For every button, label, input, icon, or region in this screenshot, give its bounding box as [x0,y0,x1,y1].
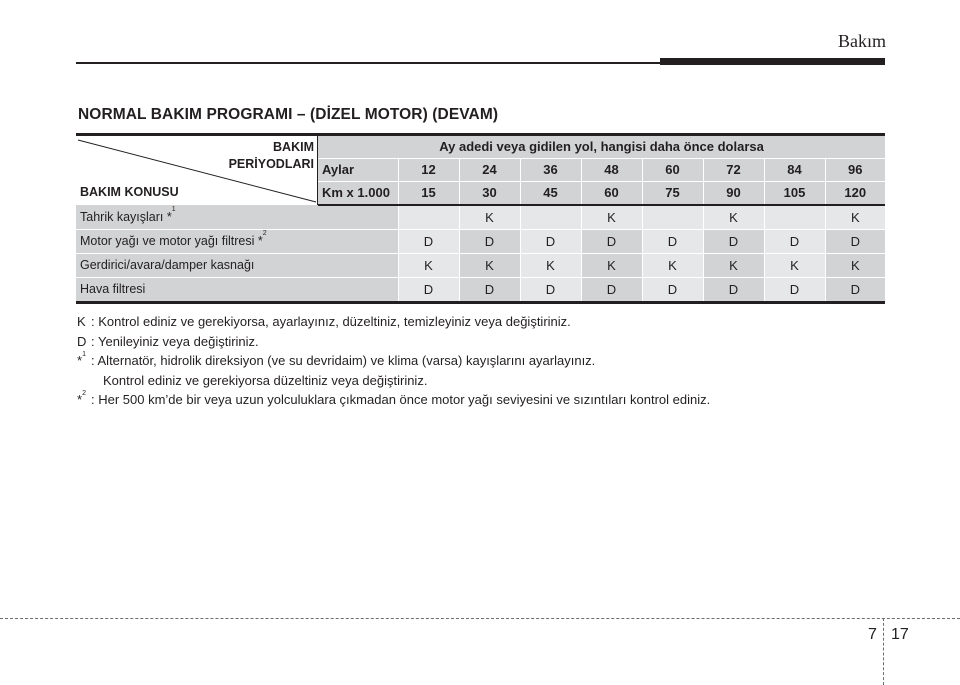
note-d-text: : Yenileyiniz veya değiştiriniz. [91,333,259,349]
span-header: Ay adedi veya gidilen yol, hangisi daha önce dolarsa [318,135,885,159]
month-cell: 36 [520,159,581,182]
corner-label-line1: BAKIM [273,140,314,154]
row-item-footnote: 2 [262,230,267,237]
note-2-key [77,390,91,410]
row-cell: K [520,254,581,278]
row-cell: K [703,205,764,230]
note-2 [77,390,710,410]
footer-page-divider [883,618,884,685]
footer-dashed-line [0,618,960,619]
row-cell: D [459,278,520,303]
row-item [76,254,398,278]
row-item [76,205,398,230]
row-cell: D [703,230,764,254]
row-item-text: Hava filtresi [80,282,146,296]
table-row [76,254,885,278]
row-item [76,230,398,254]
row-cell: D [398,278,459,303]
row-item-text: Tahrik kayışları * [80,210,172,224]
km-cell: 15 [398,182,459,206]
row-cell: D [825,278,885,303]
row-cell: D [459,230,520,254]
row-cell: D [642,230,703,254]
row-cell: K [459,254,520,278]
table-row [76,278,885,303]
km-cell: 30 [459,182,520,206]
note-1-continuation: Kontrol ediniz ve gerekiyorsa düzeltiniz veya değiştiriniz. [103,372,428,388]
section-title: Bakım [838,31,886,51]
km-cell: 105 [764,182,825,206]
header-rule [76,62,660,64]
table-row [76,230,885,254]
row-item-text: Motor yağı ve motor yağı filtresi * [80,234,263,248]
note-2-text: : Her 500 km’de bir veya uzun yolculuklara çıkmadan önce motor yağı seviyesini ve sızıntıları kontrol ediniz. [91,392,711,407]
maintenance-table [76,133,885,304]
row-cell: D [398,230,459,254]
chapter-number: 7 [868,626,877,643]
month-cell: 24 [459,159,520,182]
header-bar [660,58,885,65]
row-cell: K [825,254,885,278]
note-k [77,312,710,332]
note-1-sup: 1 [82,351,86,358]
table-row [76,205,885,230]
row-cell: D [581,230,642,254]
row-cell [642,205,703,230]
corner-divider [317,136,319,205]
row-cell: D [825,230,885,254]
document-title: NORMAL BAKIM PROGRAMI – (DİZEL MOTOR) (DEVAM) [78,106,499,123]
note-2-asterisk: * [77,392,83,407]
month-cell: 60 [642,159,703,182]
row-cell [520,205,581,230]
row-cell: D [764,230,825,254]
note-d [77,332,710,352]
note-k-key: K [77,314,86,329]
row-cell [398,205,459,230]
km-cell: 120 [825,182,885,206]
month-cell: 72 [703,159,764,182]
row-item-text: Gerdirici/avara/damper kasnağı [80,258,255,272]
row-cell: K [642,254,703,278]
km-cell: 45 [520,182,581,206]
corner-label-subject: BAKIM KONUSU [80,185,179,199]
page-number: 17 [891,626,909,643]
row-item-footnote: 1 [171,206,176,213]
row-cell: K [703,254,764,278]
row-cell: D [520,230,581,254]
row-cell: D [642,278,703,303]
months-label: Aylar [318,159,398,182]
row-cell: D [703,278,764,303]
row-cell: D [764,278,825,303]
month-cell: 96 [825,159,885,182]
km-cell: 90 [703,182,764,206]
note-k-text: : Kontrol ediniz ve gerekiyorsa, ayarlayınız, düzeltiniz, temizleyiniz veya değiştiriniz. [91,314,571,329]
table-corner-cell [76,135,318,206]
note-1-text: : Alternatör, hidrolik direksiyon (ve su devridaim) ve klima (varsa) kayışlarını ayarlayınız. [91,353,596,368]
row-cell: K [764,254,825,278]
row-cell: K [581,205,642,230]
row-cell: K [398,254,459,278]
month-cell: 12 [398,159,459,182]
note-1-asterisk: * [77,353,83,368]
km-label: Km x 1.000 [318,182,398,206]
note-1-key [77,351,91,371]
row-cell: K [825,205,885,230]
note-1 [77,351,710,371]
row-cell: K [581,254,642,278]
month-cell: 84 [764,159,825,182]
km-cell: 60 [581,182,642,206]
corner-label-line2: PERİYODLARI [228,157,314,171]
row-cell: K [459,205,520,230]
legend-notes [77,312,710,410]
note-2-sup: 2 [82,390,86,397]
month-cell: 48 [581,159,642,182]
note-d-key: D [77,333,87,349]
row-cell: D [520,278,581,303]
row-cell: D [581,278,642,303]
row-item [76,278,398,303]
corner-label-periods [229,139,314,173]
row-cell [764,205,825,230]
km-cell: 75 [642,182,703,206]
